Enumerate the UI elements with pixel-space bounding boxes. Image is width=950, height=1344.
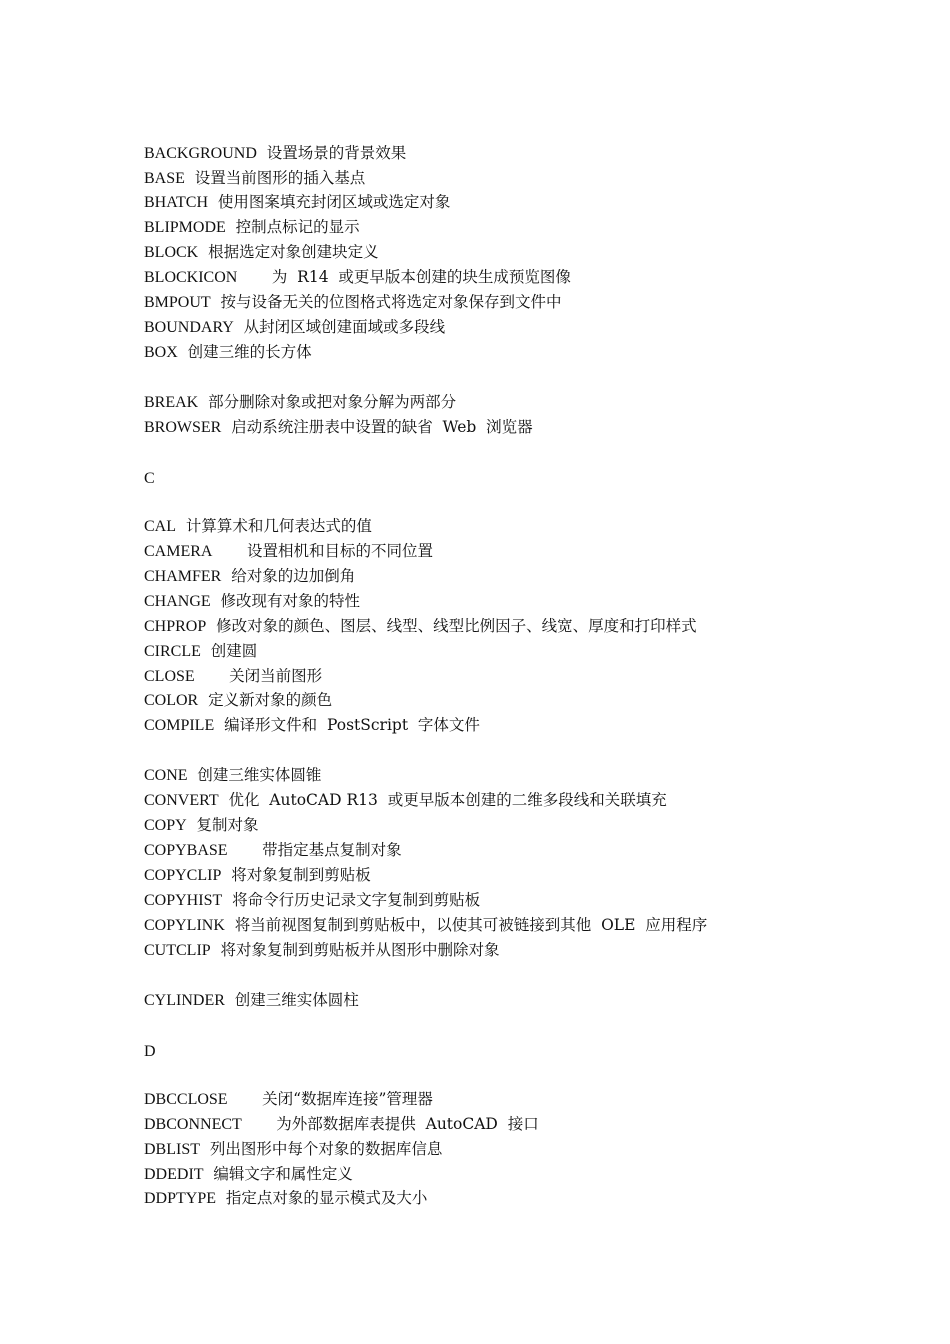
command-name: COPYBASE (144, 842, 228, 859)
entry-copyhist (144, 890, 480, 910)
command-description: 部分删除对象或把对象分解为两部分 (198, 393, 457, 411)
command-description: 定义新对象的颜色 (198, 691, 333, 709)
command-name: CONE (144, 767, 188, 784)
command-name: BLOCK (144, 244, 199, 261)
command-name: BOX (144, 344, 178, 361)
entry-copylink (144, 915, 707, 935)
command-description: 从封闭区域创建面域或多段线 (233, 318, 446, 336)
command-name: COLOR (144, 692, 199, 709)
entry-chamfer (144, 566, 355, 586)
entry-cone (144, 765, 321, 785)
command-name: DBCCLOSE (144, 1091, 228, 1108)
command-description: 关闭当前图形 (194, 667, 323, 685)
command-name: COPYCLIP (144, 867, 222, 884)
command-name: BACKGROUND (144, 145, 257, 162)
command-description: 关闭“数据库连接”管理器 (227, 1090, 433, 1108)
command-name: COPYHIST (144, 892, 223, 909)
entry-base (144, 168, 365, 188)
command-name: COPY (144, 817, 187, 834)
command-name: CHAMFER (144, 568, 222, 585)
section-heading-c (144, 468, 155, 488)
command-description: 列出图形中每个对象的数据库信息 (200, 1140, 443, 1158)
entry-browser (144, 417, 533, 437)
command-description: 设置当前图形的插入基点 (184, 169, 366, 187)
command-name: DBLIST (144, 1141, 200, 1158)
command-description: 设置相机和目标的不同位置 (212, 542, 433, 560)
command-description: 启动系统注册表中设置的缺省 Web 浏览器 (221, 418, 533, 436)
command-name: CLOSE (144, 668, 195, 685)
command-description: 给对象的边加倒角 (221, 567, 356, 585)
entry-dbconnect (144, 1114, 539, 1134)
command-name: CAL (144, 518, 176, 535)
command-description: 编译形文件和 PostScript 字体文件 (214, 716, 480, 734)
command-name: DBCONNECT (144, 1116, 242, 1133)
entry-circle (144, 641, 257, 661)
entry-cylinder (144, 990, 359, 1010)
command-name: DDEDIT (144, 1166, 204, 1183)
command-name: CHANGE (144, 593, 211, 610)
command-name: CIRCLE (144, 643, 201, 660)
command-name: CYLINDER (144, 992, 225, 1009)
command-description: 创建三维实体圆柱 (224, 991, 359, 1009)
command-description: 修改现有对象的特性 (210, 592, 361, 610)
entry-block (144, 242, 379, 262)
command-name: BLOCKICON (144, 269, 238, 286)
entry-close (144, 666, 322, 686)
entry-dbcclose (144, 1089, 433, 1109)
command-name: BMPOUT (144, 294, 211, 311)
command-name: DDPTYPE (144, 1190, 217, 1207)
entry-box (144, 342, 312, 362)
command-description: 将当前视图复制到剪贴板中，以使其可被链接到其他 OLE 应用程序 (224, 916, 708, 934)
entry-chprop (144, 616, 697, 636)
entry-camera (144, 541, 433, 561)
command-description: 计算算术和几何表达式的值 (176, 517, 372, 535)
entry-convert (144, 790, 667, 810)
entry-copybase (144, 840, 402, 860)
command-name: CAMERA (144, 543, 213, 560)
entry-dblist (144, 1139, 442, 1159)
command-description: 指定点对象的显示模式及大小 (216, 1189, 428, 1207)
command-name: BREAK (144, 394, 199, 411)
command-description: 将对象复制到剪贴板 (221, 866, 371, 884)
entry-bmpout (144, 292, 562, 312)
entry-cal (144, 516, 372, 536)
command-name: COMPILE (144, 717, 215, 734)
command-description: 设置场景的背景效果 (256, 144, 407, 162)
entry-copy (144, 815, 259, 835)
entry-blipmode (144, 217, 360, 237)
command-description: 复制对象 (186, 816, 259, 834)
command-description: 为外部数据库表提供 AutoCAD 接口 (241, 1115, 539, 1133)
command-description: 创建三维的长方体 (177, 343, 312, 361)
command-name: CONVERT (144, 792, 219, 809)
command-description: 修改对象的颜色、图层、线型、线型比例因子、线宽、厚度和打印样式 (206, 617, 697, 635)
command-description: 带指定基点复制对象 (227, 841, 402, 859)
command-description: 将对象复制到剪贴板并从图形中删除对象 (210, 941, 500, 959)
command-description: 按与设备无关的位图格式将选定对象保存到文件中 (210, 293, 562, 311)
command-description: 创建三维实体圆锥 (187, 766, 322, 784)
entry-background (144, 143, 406, 163)
command-description: 使用图案填充封闭区域或选定对象 (208, 193, 451, 211)
command-description: 编辑文字和属性定义 (203, 1165, 353, 1183)
command-name: BHATCH (144, 194, 209, 211)
section-letter: C (144, 470, 155, 487)
entry-break (144, 392, 456, 412)
command-description: 控制点标记的显示 (225, 218, 360, 236)
command-name: BROWSER (144, 419, 222, 436)
entry-cutclip (144, 940, 500, 960)
command-name: BASE (144, 170, 185, 187)
entry-compile (144, 715, 480, 735)
entry-boundary (144, 317, 445, 337)
command-description: 为 R14 或更早版本创建的块生成预览图像 (237, 268, 571, 286)
entry-ddptype (144, 1188, 427, 1208)
command-description: 优化 AutoCAD R13 或更早版本创建的二维多段线和关联填充 (218, 791, 667, 809)
command-name: CUTCLIP (144, 942, 211, 959)
command-name: BLIPMODE (144, 219, 226, 236)
command-name: CHPROP (144, 618, 207, 635)
entry-ddedit (144, 1164, 353, 1184)
command-name: BOUNDARY (144, 319, 234, 336)
entry-color (144, 690, 332, 710)
section-heading-d (144, 1041, 156, 1061)
command-name: COPYLINK (144, 917, 225, 934)
section-letter: D (144, 1043, 156, 1060)
entry-change (144, 591, 360, 611)
entry-bhatch (144, 192, 450, 212)
entry-blockicon (144, 267, 571, 287)
command-description: 将命令行历史记录文字复制到剪贴板 (222, 891, 481, 909)
command-description: 创建圆 (200, 642, 258, 660)
command-description: 根据选定对象创建块定义 (198, 243, 379, 261)
entry-copyclip (144, 865, 371, 885)
